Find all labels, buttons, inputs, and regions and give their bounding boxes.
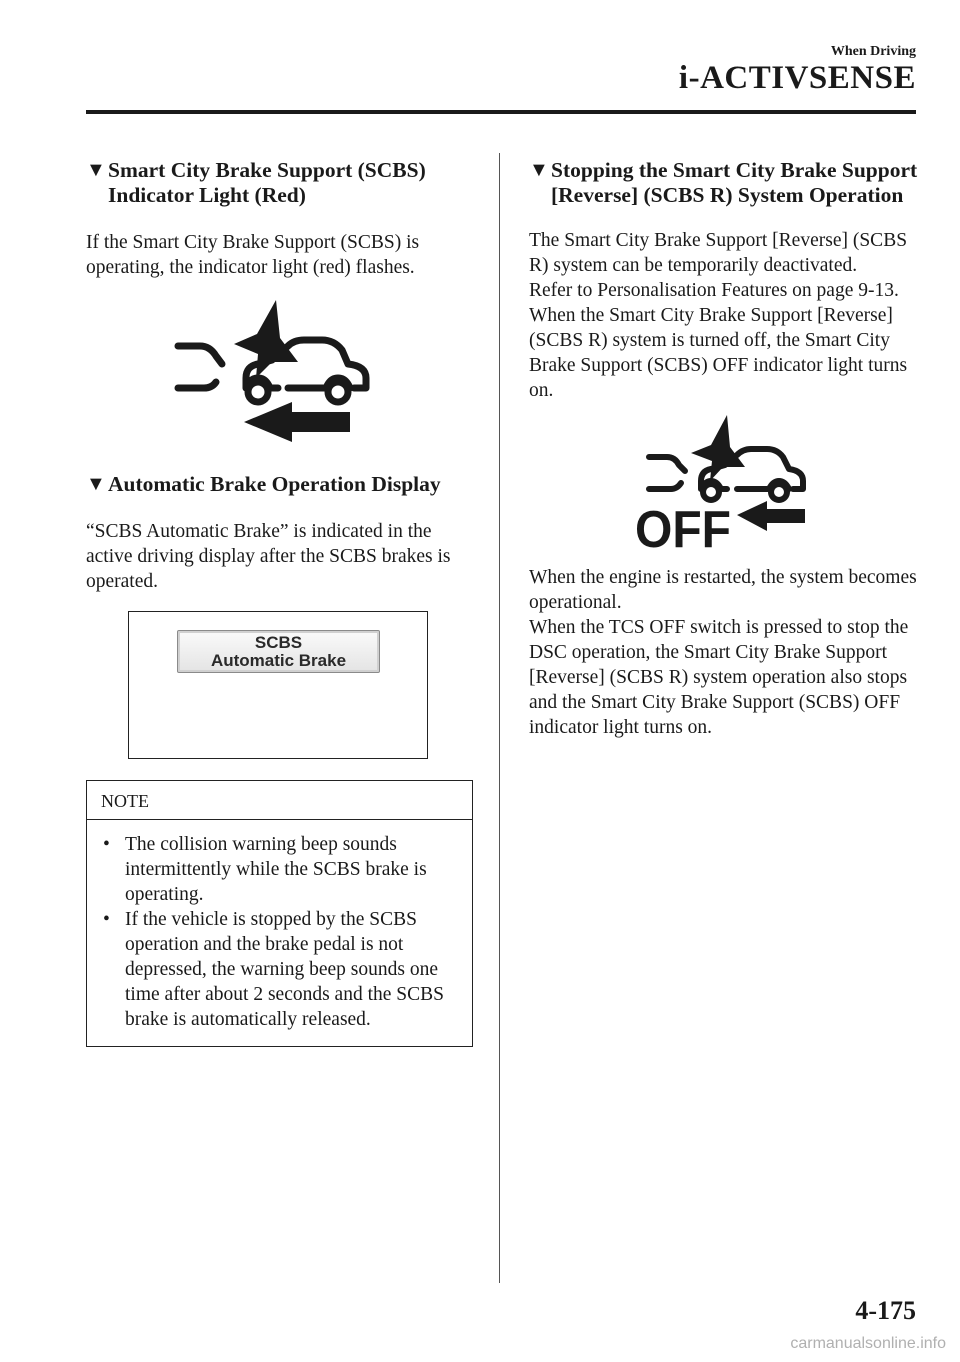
chapter-label: When Driving <box>830 44 916 59</box>
off-label: OFF <box>635 501 731 557</box>
wheel-front-icon <box>328 382 348 402</box>
left-column <box>86 158 476 1047</box>
scbs-indicator-text: If the Smart City Brake Support (SCBS) is operating, the indicator light (red) flashes. <box>86 232 420 278</box>
page-title: i-ACTIVSENSE <box>678 60 916 96</box>
stopping-text-3: When the Smart City Brake Support [Reverse] (SCBS R) system is turned off, the Smart City Brake Support (SCBS) OFF indicator light turns on. <box>529 305 908 401</box>
stopping-text-1: The Smart City Brake Support [Reverse] (SCBS R) system can be temporarily deactivated. <box>529 230 908 276</box>
stopping-text-2: Refer to Personalisation Features on page 9-13. <box>529 280 899 301</box>
scbs-automatic-brake-message: SCBS Automatic Brake <box>177 630 380 673</box>
scbs-off-indicator-icon <box>633 415 809 557</box>
heading-stopping: ▼ Stopping the Smart City Brake Support [Reverse] (SCBS R) System Operation <box>529 158 918 207</box>
note-title: NOTE <box>101 791 149 811</box>
wheel-rear-icon <box>248 382 268 402</box>
note-box <box>86 780 473 1047</box>
note-item: • The collision warning beep sounds intermittently while the SCBS brake is operating. <box>103 834 427 905</box>
stopping-text-4: When the engine is restarted, the system becomes operational. <box>529 567 917 613</box>
collision-star-icon <box>234 300 298 378</box>
note-item: • If the vehicle is stopped by the SCBS operation and the brake pedal is not depressed, the warning beep sounds one time after about 2 seconds and the SCBS brake is automatically released. <box>103 909 444 1030</box>
heading-auto-brake: ▼ Automatic Brake Operation Display <box>86 472 441 496</box>
column-divider <box>499 153 500 1283</box>
note-list <box>87 820 472 1046</box>
watermark: carmanualsonline.info <box>790 1335 946 1352</box>
auto-brake-text: “SCBS Automatic Brake” is indicated in the active driving display after the SCBS brakes is operated. <box>86 521 451 592</box>
right-column <box>529 158 924 740</box>
header-rule <box>86 110 916 114</box>
collision-star-icon <box>691 415 745 481</box>
heading-triangle-icon: ▼ <box>86 159 106 181</box>
heading-scbs-indicator: ▼ Smart City Brake Support (SCBS) Indicator Light (Red) <box>86 158 426 207</box>
scbs-indicator-icon <box>174 300 374 450</box>
active-driving-display <box>128 611 428 759</box>
reverse-arrow-icon <box>737 501 805 531</box>
reverse-arrow-icon <box>244 402 350 442</box>
stopping-text-5: When the TCS OFF switch is pressed to stop the DSC operation, the Smart City Brake Support [Reverse] (SCBS R) system operation also stops and the Smart City Brake Support (SCBS) OFF indicator light turns on. <box>529 617 909 738</box>
heading-triangle-icon: ▼ <box>529 159 549 181</box>
wheel-rear-icon <box>703 484 719 500</box>
wheel-front-icon <box>771 484 787 500</box>
heading-triangle-icon: ▼ <box>86 473 106 495</box>
page-number: 4-175 <box>855 1296 916 1325</box>
